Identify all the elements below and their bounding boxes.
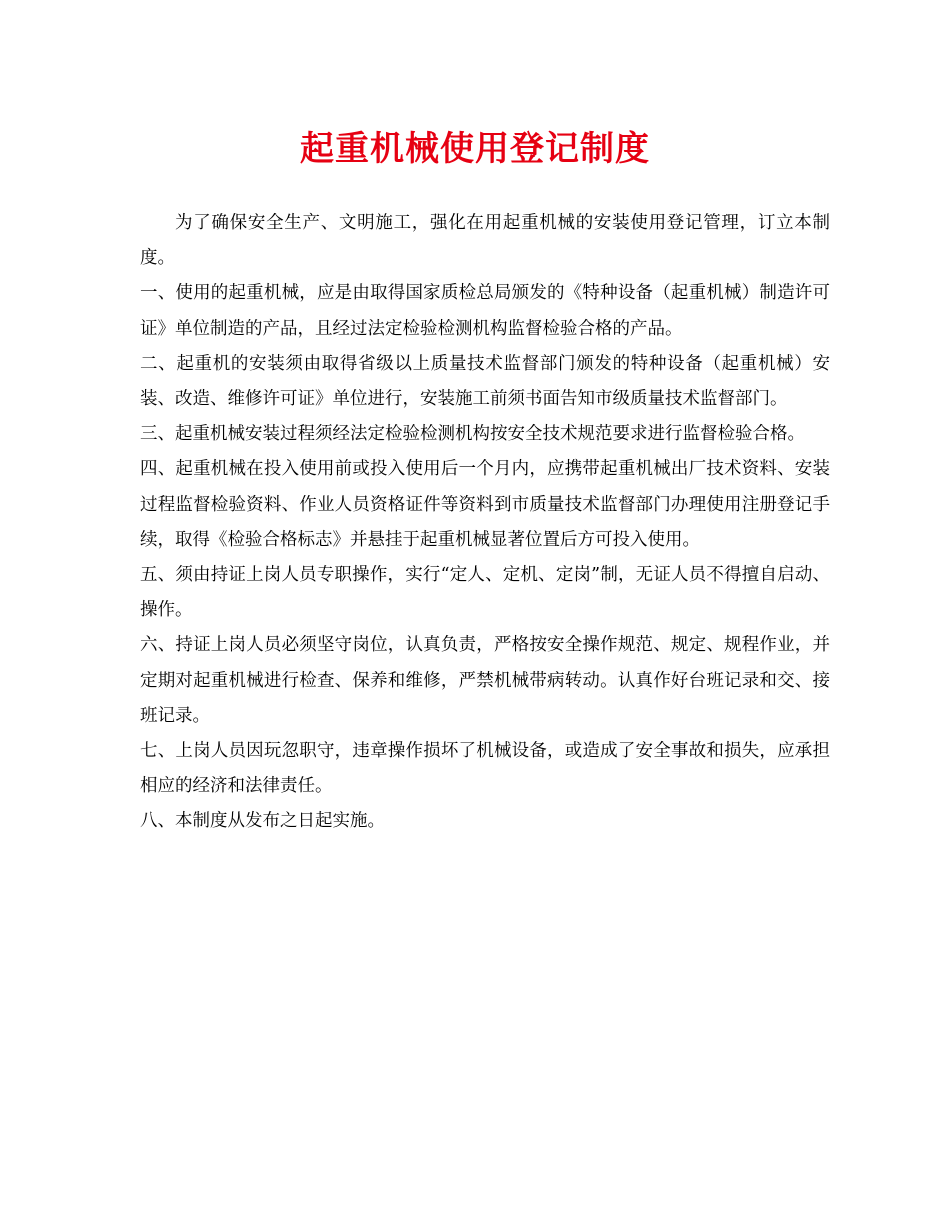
document-body	[140, 206, 830, 840]
clause-3: 三、起重机械安装过程须经法定检验检测机构按安全技术规范要求进行监督检验合格。	[140, 424, 805, 445]
clause-8: 八、本制度从发布之日起实施。	[140, 811, 385, 832]
clause-5: 五、须由持证上岗人员专职操作，实行“定人、定机、定岗”制，无证人员不得擅自启动、操作。	[140, 565, 830, 621]
clause-1: 一、使用的起重机械，应是由取得国家质检总局颁发的《特种设备（起重机械）制造许可证》单位制造的产品，且经过法定检验检测机构监督检验合格的产品。	[140, 283, 830, 339]
clause-6: 六、持证上岗人员必须坚守岗位，认真负责，严格按安全操作规范、规定、规程作业，并定期对起重机械进行检查、保养和维修，严禁机械带病转动。认真作好台班记录和交、接班记录。	[140, 635, 830, 726]
clause-2: 二、起重机的安装须由取得省级以上质量技术监督部门颁发的特种设备（起重机械）安装、改造、维修许可证》单位进行，安装施工前须书面告知市级质量技术监督部门。	[140, 353, 830, 410]
clause-7: 七、上岗人员因玩忽职守，违章操作损坏了机械设备，或造成了安全事故和损失，应承担相应的经济和法律责任。	[140, 741, 830, 797]
intro-paragraph: 为了确保安全生产、文明施工，强化在用起重机械的安装使用登记管理，订立本制度。	[140, 213, 830, 269]
clause-4: 四、起重机械在投入使用前或投入使用后一个月内，应携带起重机械出厂技术资料、安装过程监督检验资料、作业人员资格证件等资料到市质量技术监督部门办理使用注册登记手续，取得《检验合格标志》并悬挂于起重机械显著位置后方可投入使用。	[140, 459, 830, 550]
document-title: 起重机械使用登记制度	[300, 129, 650, 169]
